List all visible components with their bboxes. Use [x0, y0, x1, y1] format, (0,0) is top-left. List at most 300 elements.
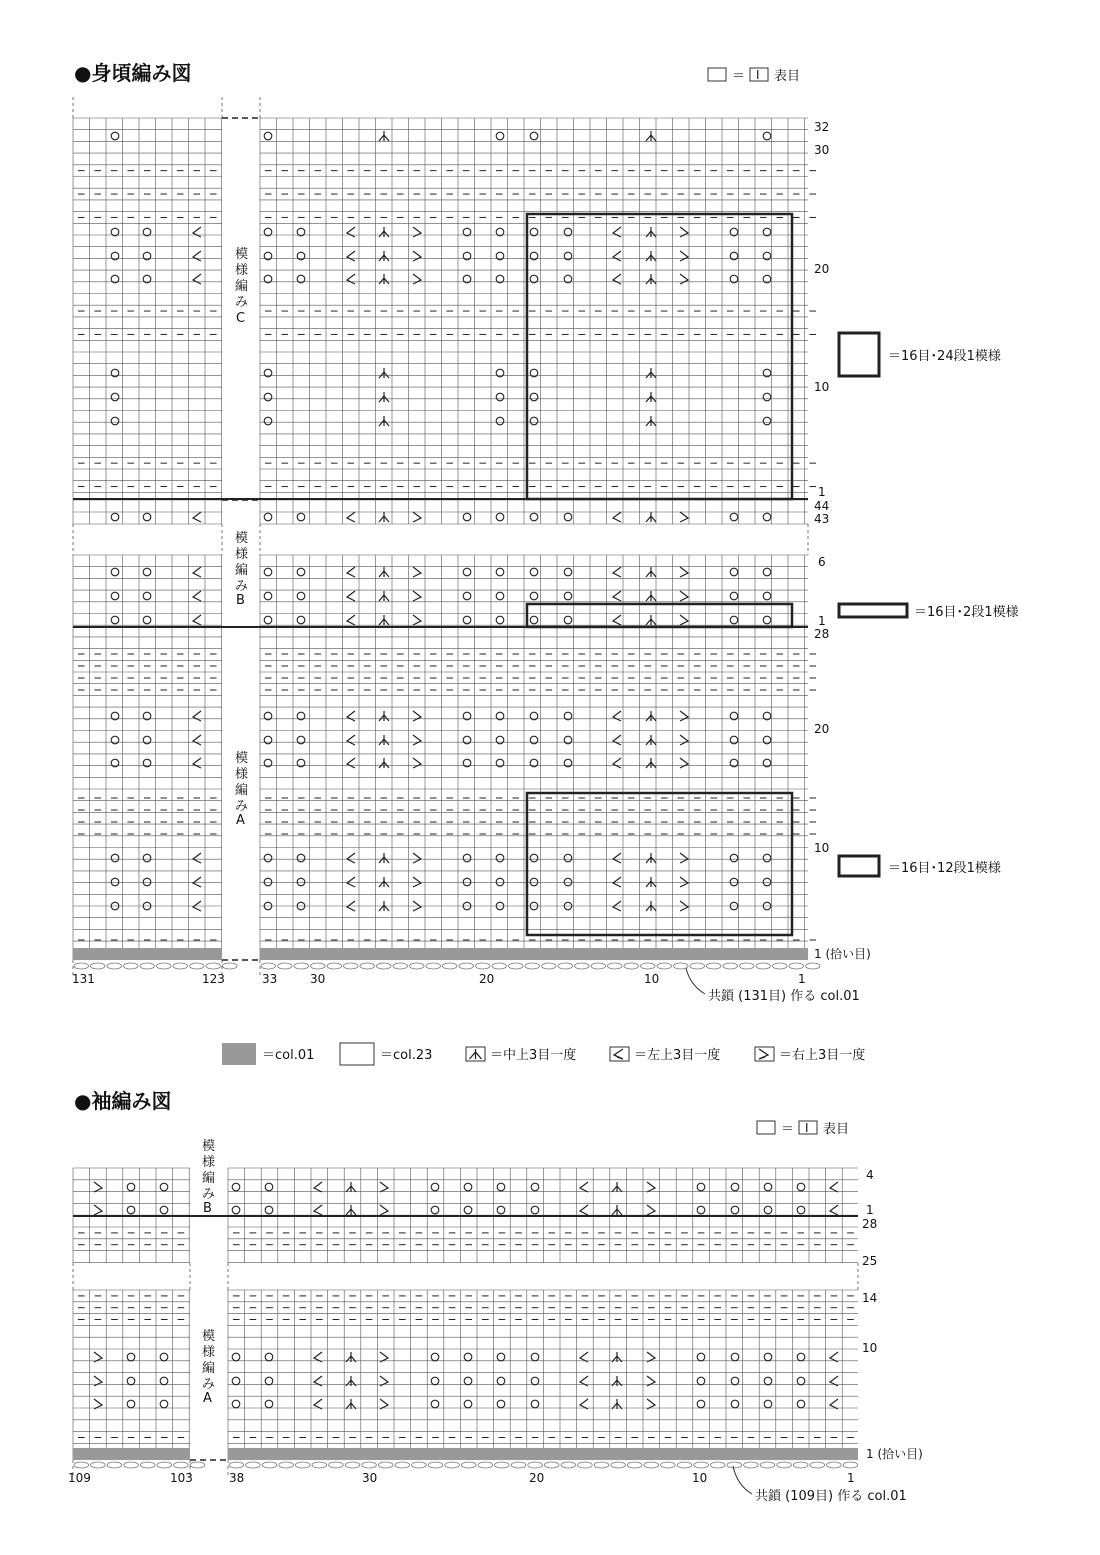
yarn-over-symbol [797, 1206, 805, 1214]
chain-stitch [140, 1462, 155, 1468]
right-3-symbol [413, 877, 421, 887]
repeat-boxes-layer [527, 214, 792, 935]
yarn-over-symbol [264, 393, 272, 401]
chain-stitch [806, 963, 821, 969]
chain-stitch [262, 1462, 277, 1468]
yarn-over-symbol [232, 1206, 240, 1214]
chart-symbols-layer [94, 131, 838, 1409]
yarn-over-symbol [764, 1353, 772, 1361]
key-equals: ＝ [732, 69, 746, 84]
yarn-over-symbol [143, 616, 151, 624]
yarn-over-symbol [530, 592, 538, 600]
yarn-over-symbol [111, 568, 119, 576]
yarn-over-symbol [530, 132, 538, 140]
right-3-symbol [413, 711, 421, 721]
left-3-symbol [347, 567, 355, 577]
chain-stitch [690, 963, 705, 969]
yarn-over-symbol [431, 1353, 439, 1361]
yarn-over-symbol [764, 1206, 772, 1214]
yarn-over-symbol [431, 1400, 439, 1408]
legend-col01: ＝col.01 [262, 1048, 315, 1063]
yarn-over-symbol [111, 393, 119, 401]
svg-text:10: 10 [692, 1471, 708, 1485]
svg-text:43: 43 [814, 512, 830, 526]
center-3-symbol [379, 131, 389, 141]
center-3-symbol [346, 1376, 356, 1386]
yarn-over-symbol [464, 1206, 472, 1214]
yarn-over-symbol [264, 417, 272, 425]
yarn-over-symbol [111, 878, 119, 886]
svg-text:30: 30 [310, 972, 326, 986]
right-3-symbol [680, 735, 688, 745]
chain-stitch [740, 963, 755, 969]
yarn-over-symbol [297, 228, 305, 236]
chain-stitch [360, 963, 375, 969]
right-3-symbol [94, 1182, 102, 1192]
chain-stitch [627, 1462, 642, 1468]
svg-text:4: 4 [866, 1168, 874, 1182]
legend-col23-swatch [340, 1043, 374, 1065]
yarn-over-symbol [265, 1353, 273, 1361]
yarn-over-symbol [497, 1183, 505, 1191]
yarn-over-symbol [496, 132, 504, 140]
center-3-symbol [646, 735, 656, 745]
svg-text:模: 模 [202, 1329, 216, 1344]
left-3-symbol [613, 853, 621, 863]
right-3-symbol [413, 274, 421, 284]
svg-text:み: み [235, 295, 249, 310]
left-3-symbol [830, 1399, 838, 1409]
right-3-symbol [680, 251, 688, 261]
left-3-symbol [347, 512, 355, 522]
left-3-symbol [314, 1182, 322, 1192]
chain-stitch [124, 1462, 139, 1468]
chain-stitch [279, 1462, 294, 1468]
yarn-over-symbol [160, 1183, 168, 1191]
chain-stitch [657, 963, 672, 969]
left-3-symbol [613, 274, 621, 284]
left-3-symbol [347, 251, 355, 261]
yarn-over-symbol [496, 417, 504, 425]
yarn-over-symbol [127, 1400, 135, 1408]
chain-stitch [74, 1462, 89, 1468]
yarn-over-symbol [797, 1400, 805, 1408]
yarn-over-symbol [264, 592, 272, 600]
chain-stitch [393, 963, 408, 969]
yarn-over-symbol [297, 592, 305, 600]
yarn-over-symbol [497, 1377, 505, 1385]
left-3-symbol [613, 758, 621, 768]
chain-note-pointer [686, 968, 705, 994]
left-3-symbol [193, 512, 201, 522]
legend-center3-icon [466, 1047, 485, 1061]
yarn-over-symbol [763, 568, 771, 576]
right-3-symbol [413, 512, 421, 522]
chain-stitch [578, 1462, 593, 1468]
center-3-symbol [379, 227, 389, 237]
yarn-over-symbol [264, 568, 272, 576]
yarn-over-symbol [264, 616, 272, 624]
svg-text:み: み [202, 1377, 216, 1392]
chain-stitch [107, 963, 122, 969]
svg-text:様: 様 [235, 547, 249, 562]
left-3-symbol [193, 274, 201, 284]
chain-stitch [558, 963, 573, 969]
yarn-over-symbol [697, 1400, 705, 1408]
yarn-over-symbol [496, 568, 504, 576]
yarn-over-symbol [697, 1353, 705, 1361]
yarn-over-symbol [497, 1400, 505, 1408]
center-3-symbol [346, 1205, 356, 1215]
center-3-symbol [612, 1205, 622, 1215]
chain-stitch [495, 1462, 510, 1468]
repeat-c-text: ＝16目･24段1模様 [888, 349, 1001, 364]
svg-text:A: A [236, 813, 245, 828]
yarn-over-symbol [496, 616, 504, 624]
gray-row-col01 [228, 1448, 858, 1460]
chart-grid-layer [73, 97, 858, 1475]
body-chain-note: 共鎖 (131目) 作る col.01 [708, 989, 860, 1004]
center-3-symbol [612, 1399, 622, 1409]
chain-stitch [190, 1462, 205, 1468]
yarn-over-symbol [697, 1377, 705, 1385]
svg-text:編: 編 [202, 1171, 216, 1186]
svg-text:10: 10 [814, 380, 830, 394]
legend-left3: ＝左上3目一度 [634, 1048, 721, 1063]
right-3-symbol [413, 853, 421, 863]
chain-stitch [190, 963, 205, 969]
left-3-symbol [613, 251, 621, 261]
left-3-symbol [613, 615, 621, 625]
yarn-over-symbol [265, 1206, 273, 1214]
yarn-over-symbol [763, 878, 771, 886]
chain-stitch [492, 963, 507, 969]
yarn-over-symbol [464, 1400, 472, 1408]
right-3-symbol [380, 1182, 388, 1192]
svg-text:20: 20 [479, 972, 495, 986]
yarn-over-symbol [232, 1377, 240, 1385]
yarn-over-symbol [530, 513, 538, 521]
yarn-over-symbol [731, 1377, 739, 1385]
body-col-labels [72, 972, 806, 986]
chain-stitch [727, 1462, 742, 1468]
svg-text:1 (拾い目): 1 (拾い目) [814, 947, 871, 961]
yarn-over-symbol [530, 393, 538, 401]
yarn-over-symbol [160, 1400, 168, 1408]
chain-stitch [542, 963, 557, 969]
yarn-over-symbol [730, 854, 738, 862]
chain-stitch [561, 1462, 576, 1468]
gray-row-col01 [73, 948, 222, 960]
svg-text:1: 1 [798, 972, 806, 986]
yarn-over-symbol [730, 592, 738, 600]
yarn-over-symbol [497, 1353, 505, 1361]
right-3-symbol [680, 591, 688, 601]
chain-stitch [278, 963, 293, 969]
center-3-symbol [646, 131, 656, 141]
chain-stitch [206, 963, 221, 969]
chain-stitch [91, 1462, 106, 1468]
svg-text:C: C [236, 311, 246, 326]
chain-stitch [173, 963, 188, 969]
chain-stitch [445, 1462, 460, 1468]
chain-stitch [295, 1462, 310, 1468]
yarn-over-symbol [496, 393, 504, 401]
chain-stitch [677, 1462, 692, 1468]
svg-text:模: 模 [235, 247, 249, 262]
chart-grid-block [73, 118, 222, 500]
left-3-symbol [613, 591, 621, 601]
yarn-over-symbol [763, 513, 771, 521]
svg-text:32: 32 [814, 120, 830, 134]
yarn-over-symbol [496, 878, 504, 886]
center-3-symbol [379, 615, 389, 625]
svg-text:模: 模 [202, 1139, 216, 1154]
center-3-symbol [379, 853, 389, 863]
yarn-over-symbol [763, 417, 771, 425]
svg-text:14: 14 [862, 1291, 878, 1305]
yarn-over-symbol [464, 1377, 472, 1385]
chain-stitch [311, 963, 326, 969]
yarn-over-symbol [264, 736, 272, 744]
yarn-over-symbol [111, 592, 119, 600]
repeat-b-text: ＝16目･2段1模様 [914, 605, 1019, 620]
chain-stitch [459, 963, 474, 969]
center-3-symbol [646, 251, 656, 261]
yarn-over-symbol [127, 1377, 135, 1385]
left-3-symbol [347, 853, 355, 863]
svg-text:33: 33 [262, 972, 278, 986]
chart-grid-block [260, 118, 816, 500]
sleeve-key-knit-text: 表目 [823, 1122, 850, 1137]
yarn-over-symbol [530, 568, 538, 576]
yarn-over-symbol [431, 1206, 439, 1214]
legend-center3: ＝中上3目一度 [490, 1048, 577, 1063]
chain-stitch [707, 963, 722, 969]
center-3-symbol [646, 227, 656, 237]
chain-stitch [511, 1462, 526, 1468]
yarn-over-symbol [564, 854, 572, 862]
yarn-over-symbol [463, 228, 471, 236]
section-a-label [235, 750, 248, 828]
right-3-symbol [94, 1205, 102, 1215]
yarn-over-symbol [111, 228, 119, 236]
yarn-over-symbol [463, 736, 471, 744]
svg-text:20: 20 [529, 1471, 545, 1485]
gray-row-col01 [73, 1448, 190, 1460]
yarn-over-symbol [763, 393, 771, 401]
yarn-over-symbol [496, 736, 504, 744]
chain-stitch [329, 1462, 344, 1468]
yarn-over-symbol [530, 878, 538, 886]
chain-stitch [157, 963, 172, 969]
center-3-symbol [612, 1182, 622, 1192]
svg-text:編: 編 [202, 1361, 216, 1376]
chain-stitch [91, 963, 106, 969]
chain-stitch [345, 1462, 360, 1468]
yarn-over-symbol [697, 1183, 705, 1191]
left-3-symbol [314, 1205, 322, 1215]
left-3-symbol [613, 711, 621, 721]
center-3-symbol [379, 591, 389, 601]
yarn-over-symbol [763, 854, 771, 862]
yarn-over-symbol [127, 1353, 135, 1361]
yarn-over-symbol [143, 228, 151, 236]
yarn-over-symbol [496, 228, 504, 236]
left-3-symbol [193, 567, 201, 577]
chain-stitch [789, 963, 804, 969]
left-3-symbol [314, 1399, 322, 1409]
chain-stitch [777, 1462, 792, 1468]
left-3-symbol [193, 735, 201, 745]
left-3-symbol [347, 735, 355, 745]
yarn-over-symbol [731, 1400, 739, 1408]
chain-stitch [723, 963, 738, 969]
chain-stitch [528, 1462, 543, 1468]
right-3-symbol [680, 853, 688, 863]
right-3-symbol [380, 1399, 388, 1409]
legend-left3-icon [610, 1047, 629, 1061]
repeat-box-c [527, 214, 792, 499]
chain-stitch [478, 1462, 493, 1468]
sleeve-key-equals: ＝ [781, 1122, 795, 1137]
svg-text:A: A [203, 1391, 212, 1406]
svg-text:み: み [202, 1187, 216, 1202]
yarn-over-symbol [464, 1353, 472, 1361]
svg-text:B: B [203, 1201, 212, 1216]
yarn-over-symbol [730, 616, 738, 624]
left-3-symbol [347, 227, 355, 237]
yarn-over-symbol [265, 1183, 273, 1191]
left-3-symbol [830, 1182, 838, 1192]
chain-stitch [661, 1462, 676, 1468]
yarn-over-symbol [297, 568, 305, 576]
key-empty-cell-icon [708, 68, 726, 81]
yarn-over-symbol [463, 513, 471, 521]
yarn-over-symbol [264, 513, 272, 521]
yarn-over-symbol [232, 1353, 240, 1361]
right-3-symbol [647, 1205, 655, 1215]
chain-stitch [344, 963, 359, 969]
gray-row-col01 [260, 948, 808, 960]
yarn-over-symbol [763, 228, 771, 236]
yarn-over-symbol [111, 616, 119, 624]
left-3-symbol [193, 227, 201, 237]
left-3-symbol [580, 1205, 588, 1215]
yarn-over-symbol [763, 132, 771, 140]
svg-text:25: 25 [862, 1254, 878, 1268]
yarn-over-symbol [143, 736, 151, 744]
yarn-over-symbol [564, 736, 572, 744]
left-3-symbol [347, 758, 355, 768]
chain-stitch [810, 1462, 825, 1468]
yarn-over-symbol [143, 592, 151, 600]
yarn-over-symbol [297, 854, 305, 862]
yarn-over-symbol [143, 854, 151, 862]
svg-text:123: 123 [202, 972, 225, 986]
svg-text:28: 28 [814, 627, 830, 641]
left-3-symbol [613, 227, 621, 237]
chain-stitch [525, 963, 540, 969]
svg-text:44: 44 [814, 499, 830, 513]
chain-stitch [312, 1462, 327, 1468]
left-3-symbol [613, 567, 621, 577]
svg-text:模: 模 [235, 531, 249, 546]
left-3-symbol [347, 591, 355, 601]
svg-text:1 (拾い目): 1 (拾い目) [866, 1447, 923, 1461]
svg-text:み: み [235, 579, 249, 594]
section-b-label [235, 530, 248, 608]
chart-grid-block [73, 1290, 190, 1460]
yarn-over-symbol [496, 592, 504, 600]
yarn-over-symbol [463, 878, 471, 886]
yarn-over-symbol [797, 1377, 805, 1385]
chain-stitch [694, 1462, 709, 1468]
left-3-symbol [347, 877, 355, 887]
yarn-over-symbol [530, 228, 538, 236]
center-3-symbol [379, 735, 389, 745]
yarn-over-symbol [111, 736, 119, 744]
center-3-symbol [646, 392, 656, 402]
chain-stitch [793, 1462, 808, 1468]
center-3-symbol [379, 567, 389, 577]
yarn-over-symbol [111, 513, 119, 521]
svg-text:10: 10 [644, 972, 660, 986]
yarn-over-symbol [264, 132, 272, 140]
key-knit-text: 表目 [774, 69, 801, 84]
svg-text:10: 10 [862, 1341, 878, 1355]
svg-text:38: 38 [229, 1471, 245, 1485]
yarn-over-symbol [297, 736, 305, 744]
sleeve-row-labels [862, 1168, 923, 1461]
right-3-symbol [680, 877, 688, 887]
repeat-box-a [527, 793, 792, 935]
yarn-over-symbol [265, 1400, 273, 1408]
section-c-label [235, 246, 248, 326]
chart-grid-block [228, 1290, 858, 1460]
svg-text:10: 10 [814, 841, 830, 855]
chain-stitch [476, 963, 491, 969]
yarn-over-symbol [764, 1183, 772, 1191]
right-3-symbol [413, 227, 421, 237]
yarn-over-symbol [730, 228, 738, 236]
center-3-symbol [612, 1376, 622, 1386]
yarn-over-symbol [531, 1183, 539, 1191]
legend-right3: ＝右上3目一度 [779, 1048, 866, 1063]
chain-stitch [229, 1462, 244, 1468]
chain-stitch [843, 1462, 858, 1468]
center-3-symbol [379, 416, 389, 426]
chain-stitch [461, 1462, 476, 1468]
chain-stitch [74, 963, 89, 969]
center-3-symbol [646, 711, 656, 721]
center-3-symbol [646, 274, 656, 284]
yarn-over-symbol [797, 1183, 805, 1191]
left-3-symbol [193, 758, 201, 768]
svg-text:6: 6 [818, 555, 826, 569]
center-3-symbol [379, 251, 389, 261]
yarn-over-symbol [763, 736, 771, 744]
svg-text:131: 131 [72, 972, 95, 986]
yarn-over-symbol [730, 568, 738, 576]
svg-text:B: B [236, 593, 245, 608]
left-3-symbol [347, 274, 355, 284]
chain-stitch [124, 963, 139, 969]
yarn-over-symbol [496, 854, 504, 862]
center-3-symbol [379, 758, 389, 768]
chain-stitch [362, 1462, 377, 1468]
chain-stitch [377, 963, 392, 969]
